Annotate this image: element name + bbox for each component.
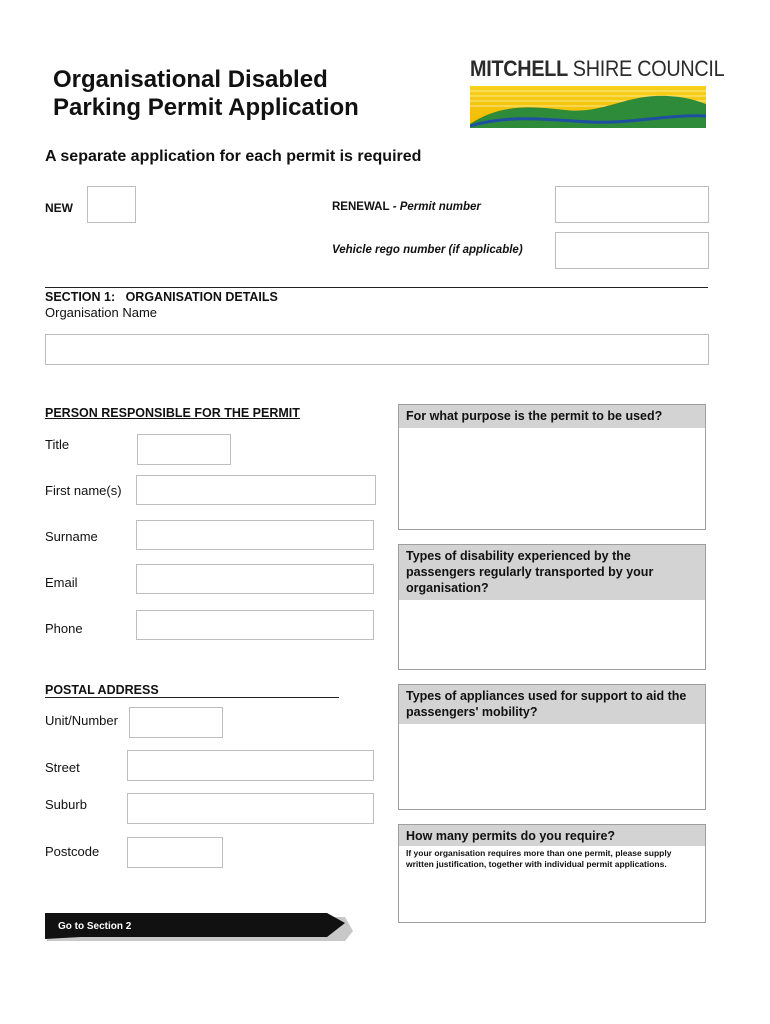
go-to-section-2-button[interactable] bbox=[45, 913, 355, 943]
rego-label: Vehicle rego number (if applicable) bbox=[332, 244, 523, 256]
street-field[interactable] bbox=[127, 750, 374, 781]
postcode-label: Postcode bbox=[45, 844, 100, 859]
postal-heading-underline bbox=[45, 697, 339, 698]
title-label: Title bbox=[45, 437, 70, 452]
new-checkbox[interactable] bbox=[87, 186, 136, 223]
person-heading: PERSON RESPONSIBLE FOR THE PERMIT bbox=[45, 406, 300, 420]
unit-label: Unit/Number bbox=[45, 713, 118, 728]
first-name-label: First name(s) bbox=[45, 483, 122, 498]
email-label: Email bbox=[45, 575, 78, 590]
permits-count-question: How many permits do you require? bbox=[399, 825, 705, 846]
appliances-box[interactable] bbox=[398, 684, 706, 810]
council-logo-text: MITCHELL SHIRE COUNCIL bbox=[470, 56, 725, 81]
org-name-field[interactable] bbox=[45, 334, 709, 365]
page-title: Organisational Disabled Parking Permit Application bbox=[53, 66, 359, 121]
phone-label: Phone bbox=[45, 621, 83, 636]
title-field[interactable] bbox=[137, 434, 231, 465]
disability-box[interactable] bbox=[398, 544, 706, 670]
postcode-field[interactable] bbox=[127, 837, 223, 868]
renewal-label: RENEWAL - Permit number bbox=[332, 201, 481, 213]
unit-field[interactable] bbox=[129, 707, 223, 738]
surname-label: Surname bbox=[45, 529, 98, 544]
purpose-box[interactable] bbox=[398, 404, 706, 530]
phone-field[interactable] bbox=[136, 610, 374, 640]
suburb-label: Suburb bbox=[45, 797, 87, 812]
email-field[interactable] bbox=[136, 564, 374, 594]
postal-heading: POSTAL ADDRESS bbox=[45, 683, 159, 697]
subtitle: A separate application for each permit is required bbox=[45, 148, 422, 165]
permit-number-field[interactable] bbox=[555, 186, 709, 223]
suburb-field[interactable] bbox=[127, 793, 374, 824]
permits-count-note: If your organisation requires more than one permit, please supply written justification, together with individual permit applications. bbox=[406, 848, 672, 869]
street-label: Street bbox=[45, 760, 80, 775]
section-divider bbox=[45, 287, 708, 288]
new-label: NEW bbox=[45, 201, 73, 215]
go-to-section-2-label: Go to Section 2 bbox=[58, 921, 132, 932]
purpose-question: For what purpose is the permit to be used? bbox=[399, 405, 705, 428]
disability-question: Types of disability experienced by the passengers regularly transported by your organisation? bbox=[399, 545, 705, 600]
first-name-field[interactable] bbox=[136, 475, 376, 505]
org-name-label: Organisation Name bbox=[45, 305, 157, 320]
landscape-logo-icon bbox=[470, 86, 706, 128]
surname-field[interactable] bbox=[136, 520, 374, 550]
permits-count-box[interactable] bbox=[398, 824, 706, 923]
rego-number-field[interactable] bbox=[555, 232, 709, 269]
appliances-question: Types of appliances used for support to aid the passengers' mobility? bbox=[399, 685, 705, 724]
section1-heading: SECTION 1: ORGANISATION DETAILS bbox=[45, 290, 278, 304]
